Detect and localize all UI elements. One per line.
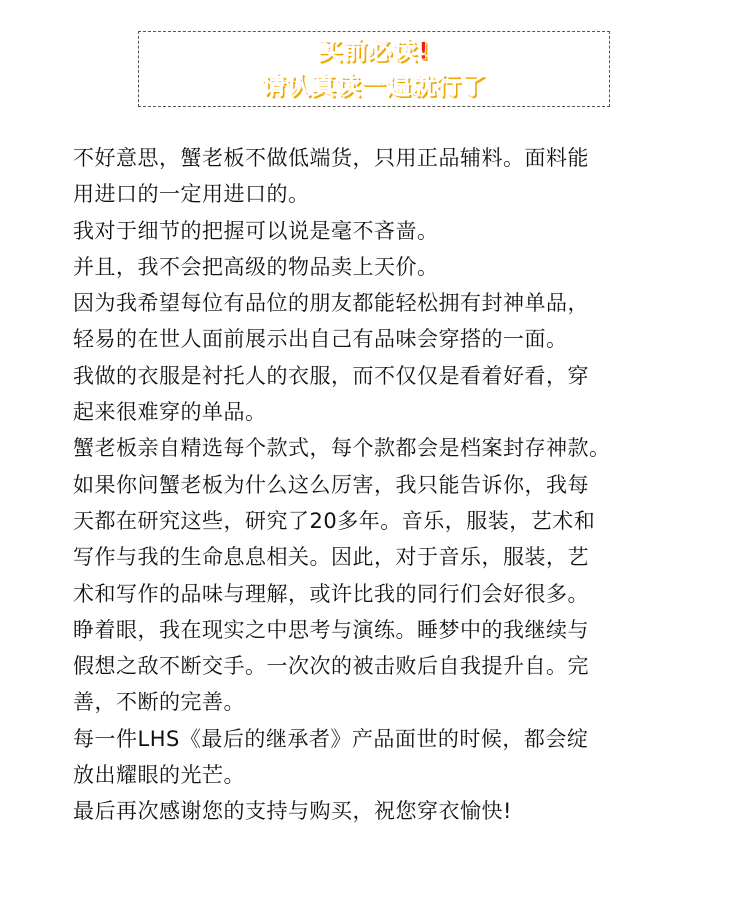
paragraph: 并且，我不会把高级的物品卖上天价。 xyxy=(73,254,439,279)
paragraph: 最后再次感谢您的支持与购买，祝您穿衣愉快! xyxy=(73,799,512,824)
description-text xyxy=(73,140,693,830)
paragraph: 睁着眼，我在现实之中思考与演练。睡梦中的我继续与 假想之敌不断交手。一次次的被击败后自我提升自。完 善，不断的完善。 xyxy=(73,617,589,715)
paragraph: 因为我希望每位有品位的朋友都能轻松拥有封神单品， xyxy=(73,291,589,316)
paragraph: 每一件LHS《最后的继承者》产品面世的时候，都会绽 放出耀眼的光芒。 xyxy=(73,726,589,788)
paragraph: 轻易的在世人面前展示出自己有品味会穿搭的一面。 xyxy=(73,327,568,352)
paragraph: 我做的衣服是衬托人的衣服，而不仅仅是看着好看，穿 起来很难穿的单品。 xyxy=(73,363,589,425)
notice-title: 买前必读! xyxy=(318,37,430,65)
paragraph: 如果你问蟹老板为什么这么厉害，我只能告诉你，我每 天都在研究这些，研究了20多年。音乐，服装，艺术和 写作与我的生命息息相关。因此，对于音乐，服装，艺 术和写作的品味与理解，或许比我的同行们会好很多。 xyxy=(73,472,596,606)
paragraph: 蟹老板亲自精选每个款式，每个款都会是档案封存神款。 xyxy=(73,436,611,461)
notice-banner xyxy=(138,31,610,107)
notice-subtitle: 请认真读一遍就行了 xyxy=(261,72,487,100)
paragraph: 我对于细节的把握可以说是毫不吝啬。 xyxy=(73,218,439,243)
paragraph: 不好意思，蟹老板不做低端货，只用正品辅料。面料能 用进口的一定用进口的。 xyxy=(73,146,589,207)
